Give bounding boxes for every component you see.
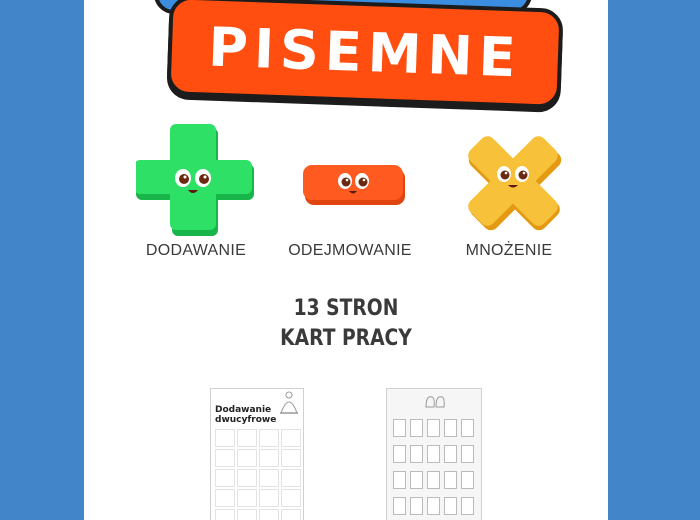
product-sheet [84, 0, 608, 520]
worksheet-title: Dodawanie dwucyfrowe [215, 405, 277, 425]
worksheet-preview-addition [210, 388, 304, 520]
label-mnozenie: MNOŻENIE [465, 242, 553, 259]
label-dodawanie: DODAWANIE [145, 242, 247, 259]
plus-character-icon [136, 122, 254, 240]
times-character-icon [458, 126, 568, 236]
title-text: PISEMNE [207, 15, 523, 89]
worksheet-grid [393, 419, 474, 515]
pages-subtitle: KART PRACY [280, 326, 412, 351]
worksheet-grid [215, 429, 301, 520]
worksheet-preview-subtraction [386, 388, 482, 520]
mittens-icon [423, 391, 447, 413]
title-banner [166, 0, 563, 109]
label-odejmowanie: ODEJMOWANIE [288, 242, 412, 259]
minus-character-icon [302, 163, 408, 207]
pages-count: 13 STRON [293, 296, 399, 321]
hat-icon [277, 391, 301, 417]
